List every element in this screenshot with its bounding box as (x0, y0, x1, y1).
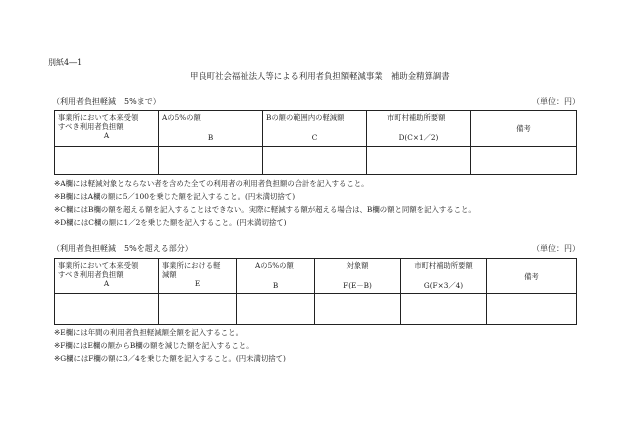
col2-code-b: B (272, 281, 279, 290)
cell-remarks[interactable] (471, 147, 577, 175)
col2-code-f: F(E－B) (343, 281, 372, 290)
section1-note-3: ※C欄にはB欄の額を超える額を記入することはできない。実際に軽減する額が超える場合は、B欄の額と同額を記入すること。 (54, 205, 476, 214)
cell2-e[interactable] (159, 294, 237, 325)
col2-header-f-label: 対象額 (346, 261, 369, 270)
cell2-remarks[interactable] (487, 294, 577, 325)
col-header-a-line2: すべき利用者負担額 (58, 122, 124, 131)
col2-header-a-line1: 事業所において本来受領 (58, 261, 139, 270)
col-header-c (263, 111, 367, 147)
section2-heading: （利用者負担軽減 5%を超える部分） (52, 244, 193, 253)
col2-code-a: A (103, 279, 110, 288)
cell2-a[interactable] (55, 294, 159, 325)
table-section1 (54, 110, 577, 175)
col2-header-remarks-label: 備考 (524, 271, 539, 281)
section2-note-1: ※E欄には年間の利用者負担軽減額全額を記入すること。 (54, 328, 243, 337)
col2-code-g: G(F×3／4) (423, 281, 464, 290)
cell-a[interactable] (55, 147, 159, 175)
section1-note-4: ※D欄にはC欄の額に1／2を乗じた額を記入すること。(円未満切捨て) (54, 218, 287, 227)
col-code-d: D(C×1／2) (398, 133, 439, 142)
col-code-b: B (207, 133, 214, 142)
cell-c[interactable] (263, 147, 367, 175)
col-header-b (159, 111, 263, 147)
col2-header-e (159, 259, 237, 294)
col-header-a (55, 111, 159, 147)
col-header-remarks-label: 備考 (516, 124, 531, 133)
section1-note-1: ※A欄には軽減対象とならない者を含めた全ての利用者の利用者負担額の合計を記入すること。 (54, 179, 369, 188)
col2-header-remarks (487, 259, 577, 294)
col-code-c: C (311, 133, 318, 142)
section1-unit: （単位：円） (532, 97, 580, 106)
col-header-d (367, 111, 471, 147)
col-header-d-label: 市町村補助所要額 (387, 113, 446, 122)
cell-d[interactable] (367, 147, 471, 175)
document-label: 別紙4―1 (48, 58, 83, 67)
section1-heading: （利用者負担軽減 5%まで） (52, 97, 161, 106)
col2-header-g (401, 259, 487, 294)
col-header-b-label: Aの5%の額 (162, 113, 201, 122)
col2-header-g-label: 市町村補助所要額 (414, 261, 473, 270)
section2-note-2: ※F欄にはE欄の額からB欄の額を減じた額を記入すること。 (54, 341, 254, 350)
col-code-a: A (103, 131, 110, 140)
col2-header-e-line1: 事業所における軽 (162, 261, 221, 270)
col2-header-e-line2: 減額 (162, 270, 177, 279)
col-header-remarks (471, 111, 577, 147)
col2-header-b (237, 259, 315, 294)
table-section2 (54, 258, 577, 325)
col2-code-e: E (194, 279, 201, 288)
col2-header-f (315, 259, 401, 294)
section2-unit: （単位：円） (532, 244, 580, 253)
cell2-f[interactable] (315, 294, 401, 325)
col2-header-b-label: Aの5%の額 (255, 261, 294, 270)
col2-header-a-line2: すべき利用者負担額 (58, 270, 124, 279)
cell2-b[interactable] (237, 294, 315, 325)
col2-header-a (55, 259, 159, 294)
section1-note-2: ※B欄にはA欄の額に5／100を乗じた額を記入すること。(円未満切捨て) (54, 192, 296, 201)
section2-note-3: ※G欄にはF欄の額に3／4を乗じた額を記入すること。(円未満切捨て) (54, 354, 286, 363)
col-header-a-line1: 事業所において本来受領 (58, 113, 139, 122)
col-header-c-label: Bの額の範囲内の軽減額 (266, 113, 345, 122)
cell2-g[interactable] (401, 294, 487, 325)
cell-b[interactable] (159, 147, 263, 175)
document-title: 甲良町社会福祉法人等による利用者負担額軽減事業 補助金精算調書 (190, 71, 450, 81)
